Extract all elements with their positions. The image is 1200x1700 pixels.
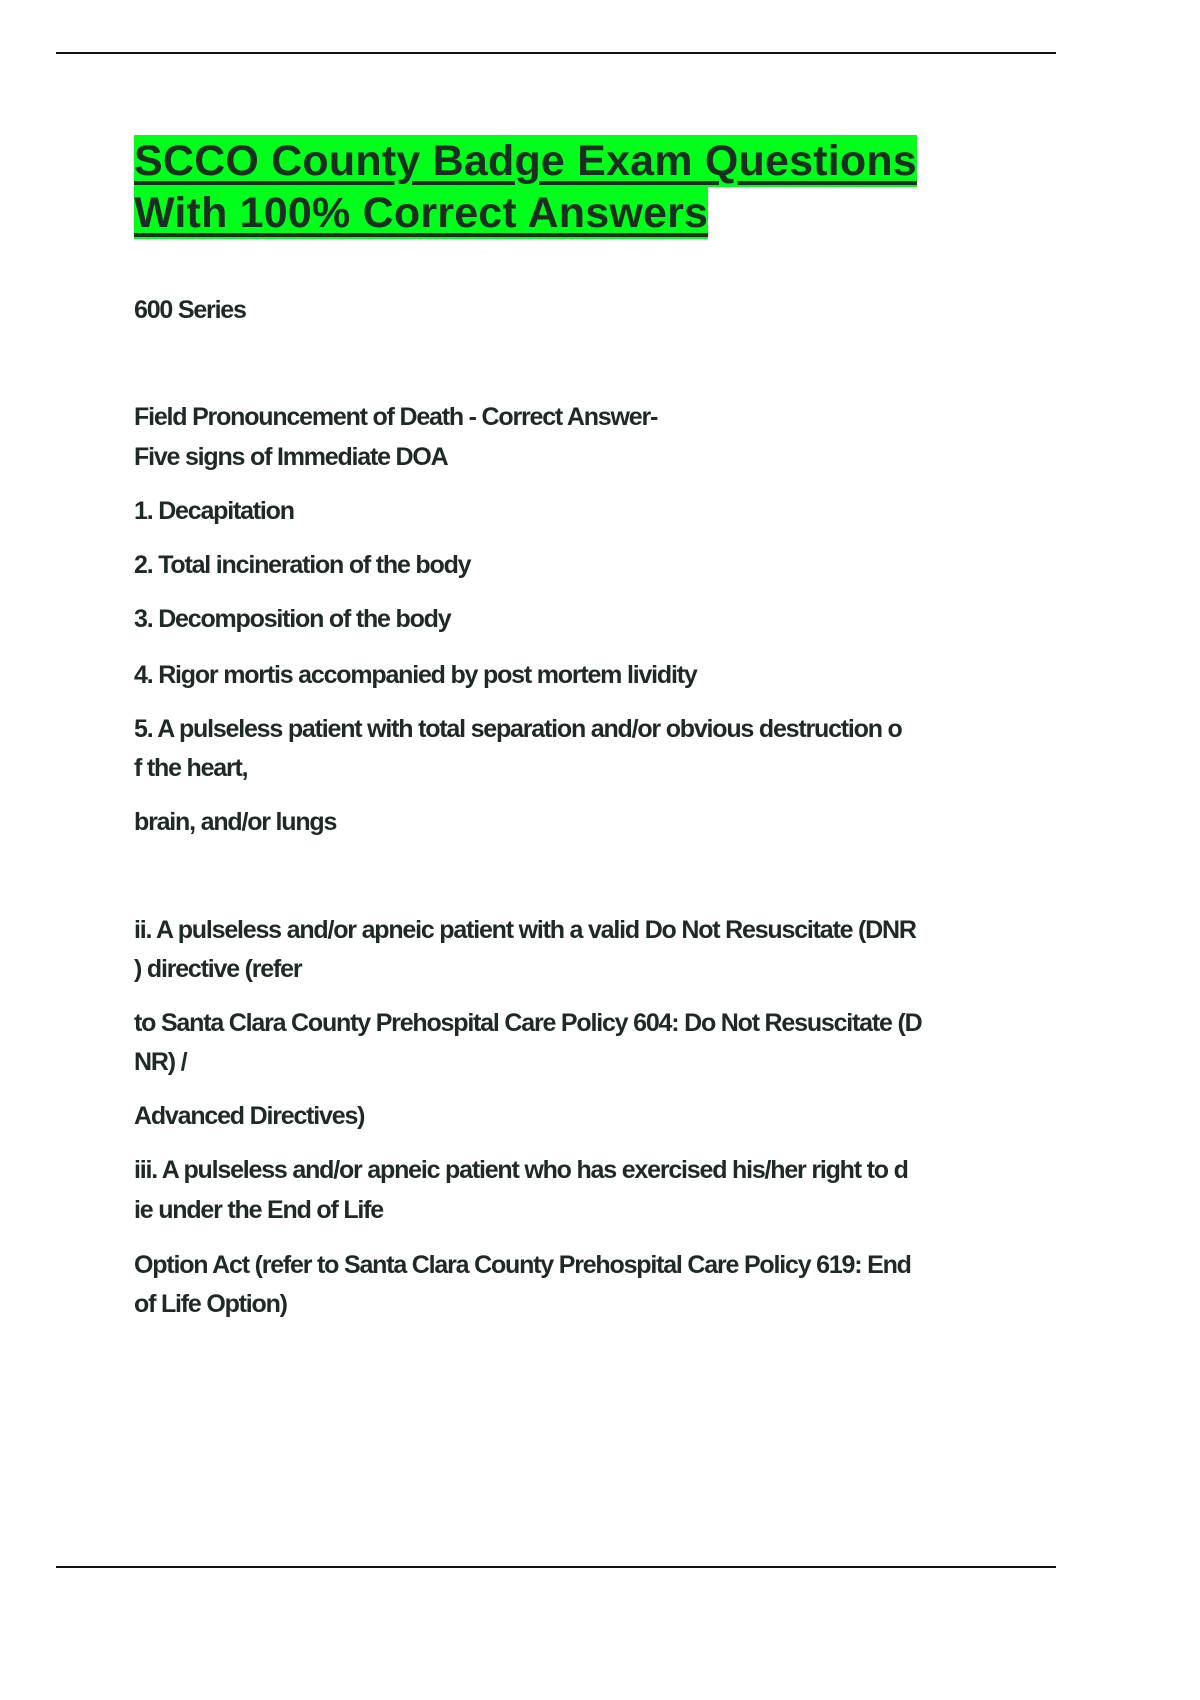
top-rule: [56, 52, 1056, 54]
text-line: Five signs of Immediate DOA: [134, 443, 448, 471]
text-line: Field Pronouncement of Death - Correct Answer-: [134, 403, 658, 431]
list-item: 2. Total incineration of the body: [134, 551, 471, 579]
text-line: to Santa Clara County Prehospital Care Policy 604: Do Not Resuscitate (D: [134, 1009, 922, 1037]
text-line: f the heart,: [134, 754, 248, 782]
document-title-line-2: With 100% Correct Answers: [134, 189, 709, 237]
list-item: 5. A pulseless patient with total separation and/or obvious destruction o: [134, 715, 902, 743]
bottom-rule: [56, 1566, 1056, 1568]
document-title-line-1: SCCO County Badge Exam Questions: [134, 137, 917, 185]
text-line: NR) /: [134, 1048, 187, 1076]
list-item: iii. A pulseless and/or apneic patient who has exercised his/her right to d: [134, 1156, 908, 1184]
list-item: 1. Decapitation: [134, 497, 294, 525]
list-item: 3. Decomposition of the body: [134, 605, 451, 633]
list-item: 4. Rigor mortis accompanied by post mortem lividity: [134, 661, 697, 689]
text-line: of Life Option): [134, 1290, 287, 1318]
text-line: ie under the End of Life: [134, 1196, 383, 1224]
text-line: Option Act (refer to Santa Clara County Prehospital Care Policy 619: End: [134, 1251, 911, 1279]
text-line: brain, and/or lungs: [134, 808, 337, 836]
text-line: Advanced Directives): [134, 1102, 365, 1130]
text-line: ) directive (refer: [134, 955, 302, 983]
list-item: ii. A pulseless and/or apneic patient with a valid Do Not Resuscitate (DNR: [134, 916, 916, 944]
section-heading: 600 Series: [134, 296, 246, 324]
